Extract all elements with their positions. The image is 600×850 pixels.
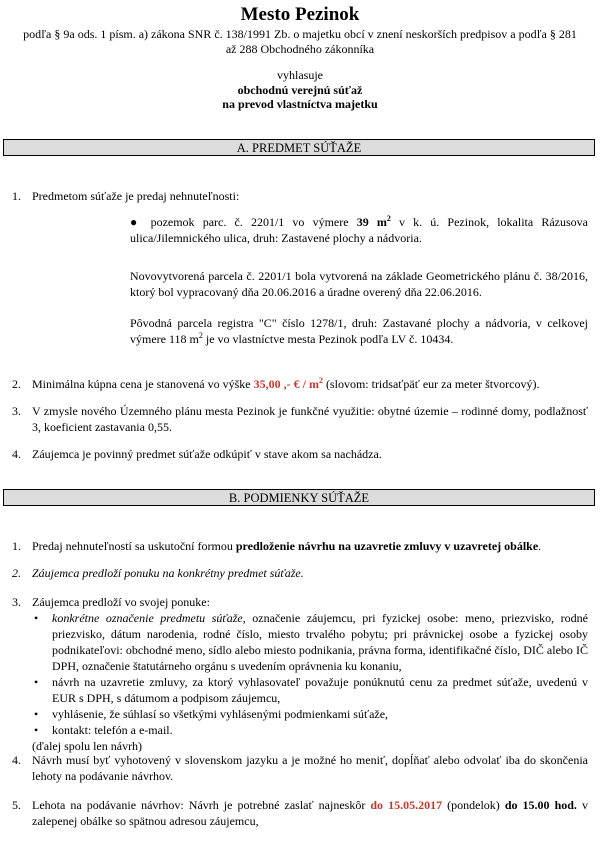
list-item: • kontakt: telefón a e-mail. — [32, 722, 588, 738]
b-item-2-text: Záujemca predloží ponuku na konkrétny predmet súťaže. — [32, 566, 304, 580]
deadline-time: do 15.00 hod. — [504, 798, 577, 812]
list-item: • vyhlásenie, že súhlasí so všetkými vyhlásenými podmienkami súťaže, — [32, 706, 588, 722]
section-a-heading: A. PREDMET SÚŤAŽE — [3, 139, 595, 156]
page-title: Mesto Pezinok — [240, 4, 360, 25]
b-item-1-text: Predaj nehnuteľností sa uskutoční formou predloženie návrhu na uzavretie zmluvy v uzavretej obálke. — [32, 539, 542, 553]
section-b-heading: B. PODMIENKY SÚŤAŽE — [3, 489, 595, 506]
a-item-1-number: 1. — [12, 189, 21, 203]
a-item-1-para-1: Novovytvorená parcela č. 2201/1 bola vytvorená na základe Geometrického plánu č. 38/2016, ktorý bol vypracovaný dňa 20.06.2016 a úradne overený dňa 22.06.2016. — [130, 269, 588, 299]
a-item-1-text: Predmetom súťaže je predaj nehnuteľnosti: — [32, 189, 240, 203]
a-item-3-text: V zmysle nového Územného plánu mesta Pezinok je funkčné využitie: obytné územie – rodinné domy, podlažnosť 3, koeficient zastavania 0,55. — [32, 404, 588, 434]
b-item-3-footer: (ďalej spolu len návrh) — [32, 739, 143, 753]
b-item-3-intro: Záujemca predloží vo svojej ponuke: — [32, 595, 210, 609]
announces-text: vyhlasuje — [277, 68, 323, 82]
competition-purpose: na prevod vlastníctva majetku — [222, 97, 378, 111]
b-item-5-number: 5. — [12, 798, 21, 812]
list-item: • konkrétne označenie predmetu súťaže, označenie záujemcu, pri fyzickej osobe: meno, priezvisko, rodné priezvisko, dátum narodenia, rodné číslo, miesto trvalého pobytu; pri právnickej osobe a fyzickej osoby podnikateľovi: obchodné meno, sídlo alebo miesto podnikania, právna forma, identifikačné číslo, DIČ alebo IČ DPH, označenie štatutárneho orgánu s uvedením oprávnenia ku konaniu, — [32, 610, 588, 674]
b-item-1-number: 1. — [12, 539, 21, 553]
b-item-4-text: Návrh musí byť vyhotovený v slovenskom jazyku a je možné ho meniť, dopĺňať alebo odvolať iba do skončenia lehoty na podávanie návrhov. — [32, 753, 588, 783]
b-item-3-number: 3. — [12, 595, 21, 609]
b-item-3-list — [32, 610, 588, 738]
b-item-3-body — [32, 594, 588, 754]
a-item-2-number: 2. — [12, 377, 21, 391]
b-item-5-text: Lehota na podávanie návrhov: Návrh je potrebné zaslať najneskôr do 15.05.2017 (pondelok) do 15.00 hod. v zalepenej obálke so spätnou adresou záujemcu, — [32, 798, 588, 828]
a-item-4-text: Záujemca je povinný predmet súťaže odkúpiť v stave akom sa nachádza. — [32, 447, 382, 461]
a-item-3-number: 3. — [12, 404, 21, 418]
b-item-4-number: 4. — [12, 753, 21, 767]
list-item: • návrh na uzavretie zmluvy, za ktorý vyhlasovateľ považuje ponúknutú cenu za predmet súťaže, uvedenú v EUR s DPH, s dátumom a podpisom záujemcu, — [32, 674, 588, 706]
minimum-price: 35,00 ,- € / $m^2$ — [253, 376, 323, 391]
a-item-2-text: Minimálna kúpna cena je stanovená vo výške 35,00 ,- € / $m^2$ (slovom: tridsaťpäť eur za meter štvorcový). — [32, 376, 540, 391]
a-item-1-bullet: ● pozemok parc. č. 2201/1 vo výmere 39 $m^2$ v k. ú. Pezinok, lokalita Rázusova ulica/Jilemnického ulica, druh: Zastavené plochy a nádvoria. — [130, 214, 589, 245]
bullet-icon: ● — [130, 215, 143, 229]
b-item-2-number: 2. — [12, 566, 21, 580]
competition-type: obchodnú verejnú súťaž — [237, 83, 363, 97]
deadline-date: do 15.05.2017 — [370, 798, 443, 812]
legal-basis: podľa § 9a ods. 1 písm. a) zákona SNR č. 138/1991 Zb. o majetku obcí v znení neskorších predpisov a podľa § 281 až 288 Obchodného zákonníka — [23, 27, 577, 56]
a-item-1-para-2: Pôvodná parcela registra "C" číslo 1278/1, druh: Zastavané plochy a nádvoria, v celkovej výmere 118 $m^2$ je vo vlastníctve mesta Pezinok podľa LV č. 10434. — [130, 316, 588, 346]
area-value: 39 $m^2$ — [356, 214, 391, 229]
a-item-4-number: 4. — [12, 447, 21, 461]
